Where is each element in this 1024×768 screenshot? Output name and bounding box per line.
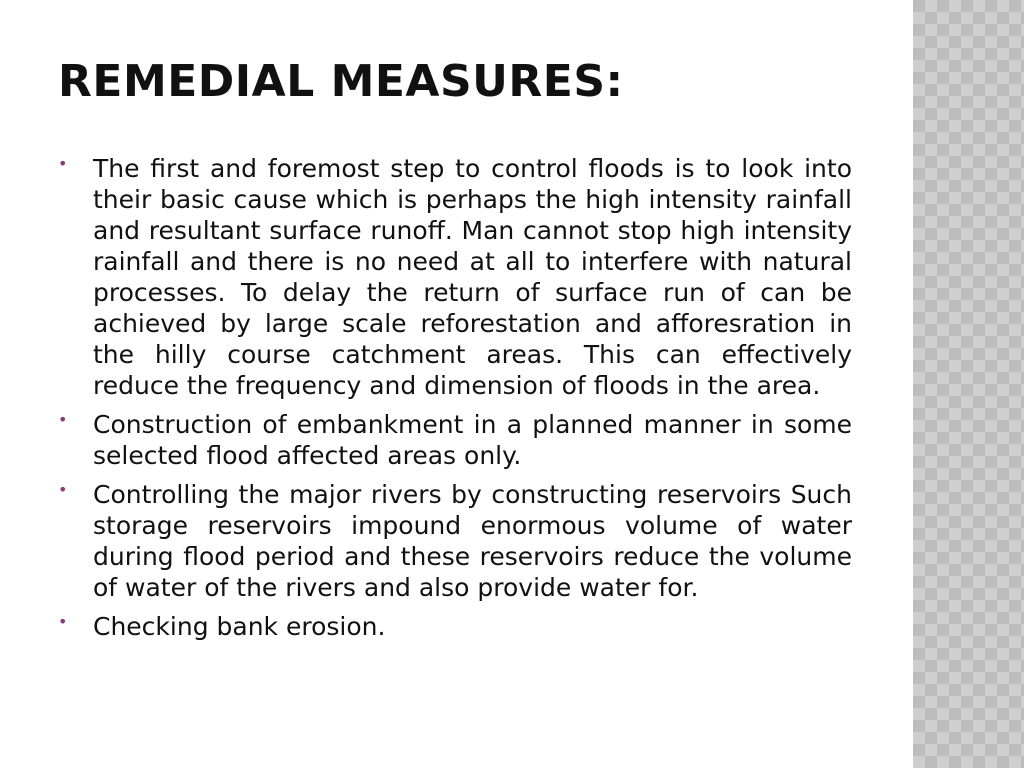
bullet-icon: • [58, 410, 68, 429]
bullet-list [58, 153, 852, 650]
bullet-text: The first and foremost step to control floods is to look into their basic cause which is perhaps the high intensity rainfall and resultant surface runoff. Man cannot stop high intensity rainfall and there is no need at all to interfere with natural processes. To delay the return of surface run of can be achieved by large scale reforestation and afforesration in the hilly course catchment areas. This can effectively reduce the frequency and dimension of floods in the area. [93, 154, 852, 400]
slide-title: REMEDIAL MEASURES: [58, 56, 624, 107]
bullet-item-bank-erosion [58, 611, 852, 642]
bullet-text: Controlling the major rivers by constructing reservoirs Such storage reservoirs impound enormous volume of water during flood period and these reservoirs reduce the volume of water of the rivers and also provide water for. [93, 480, 852, 602]
bullet-item-reservoirs [58, 479, 852, 603]
bullet-text: Construction of embankment in a planned manner in some selected flood affected areas only. [93, 410, 852, 470]
bullet-text: Checking bank erosion. [93, 612, 386, 641]
bullet-icon: • [58, 612, 68, 631]
bullet-item-flood-cause [58, 153, 852, 401]
bullet-icon: • [58, 154, 68, 173]
decorative-side-panel [913, 0, 1024, 768]
bullet-item-embankment [58, 409, 852, 471]
bullet-icon: • [58, 480, 68, 499]
